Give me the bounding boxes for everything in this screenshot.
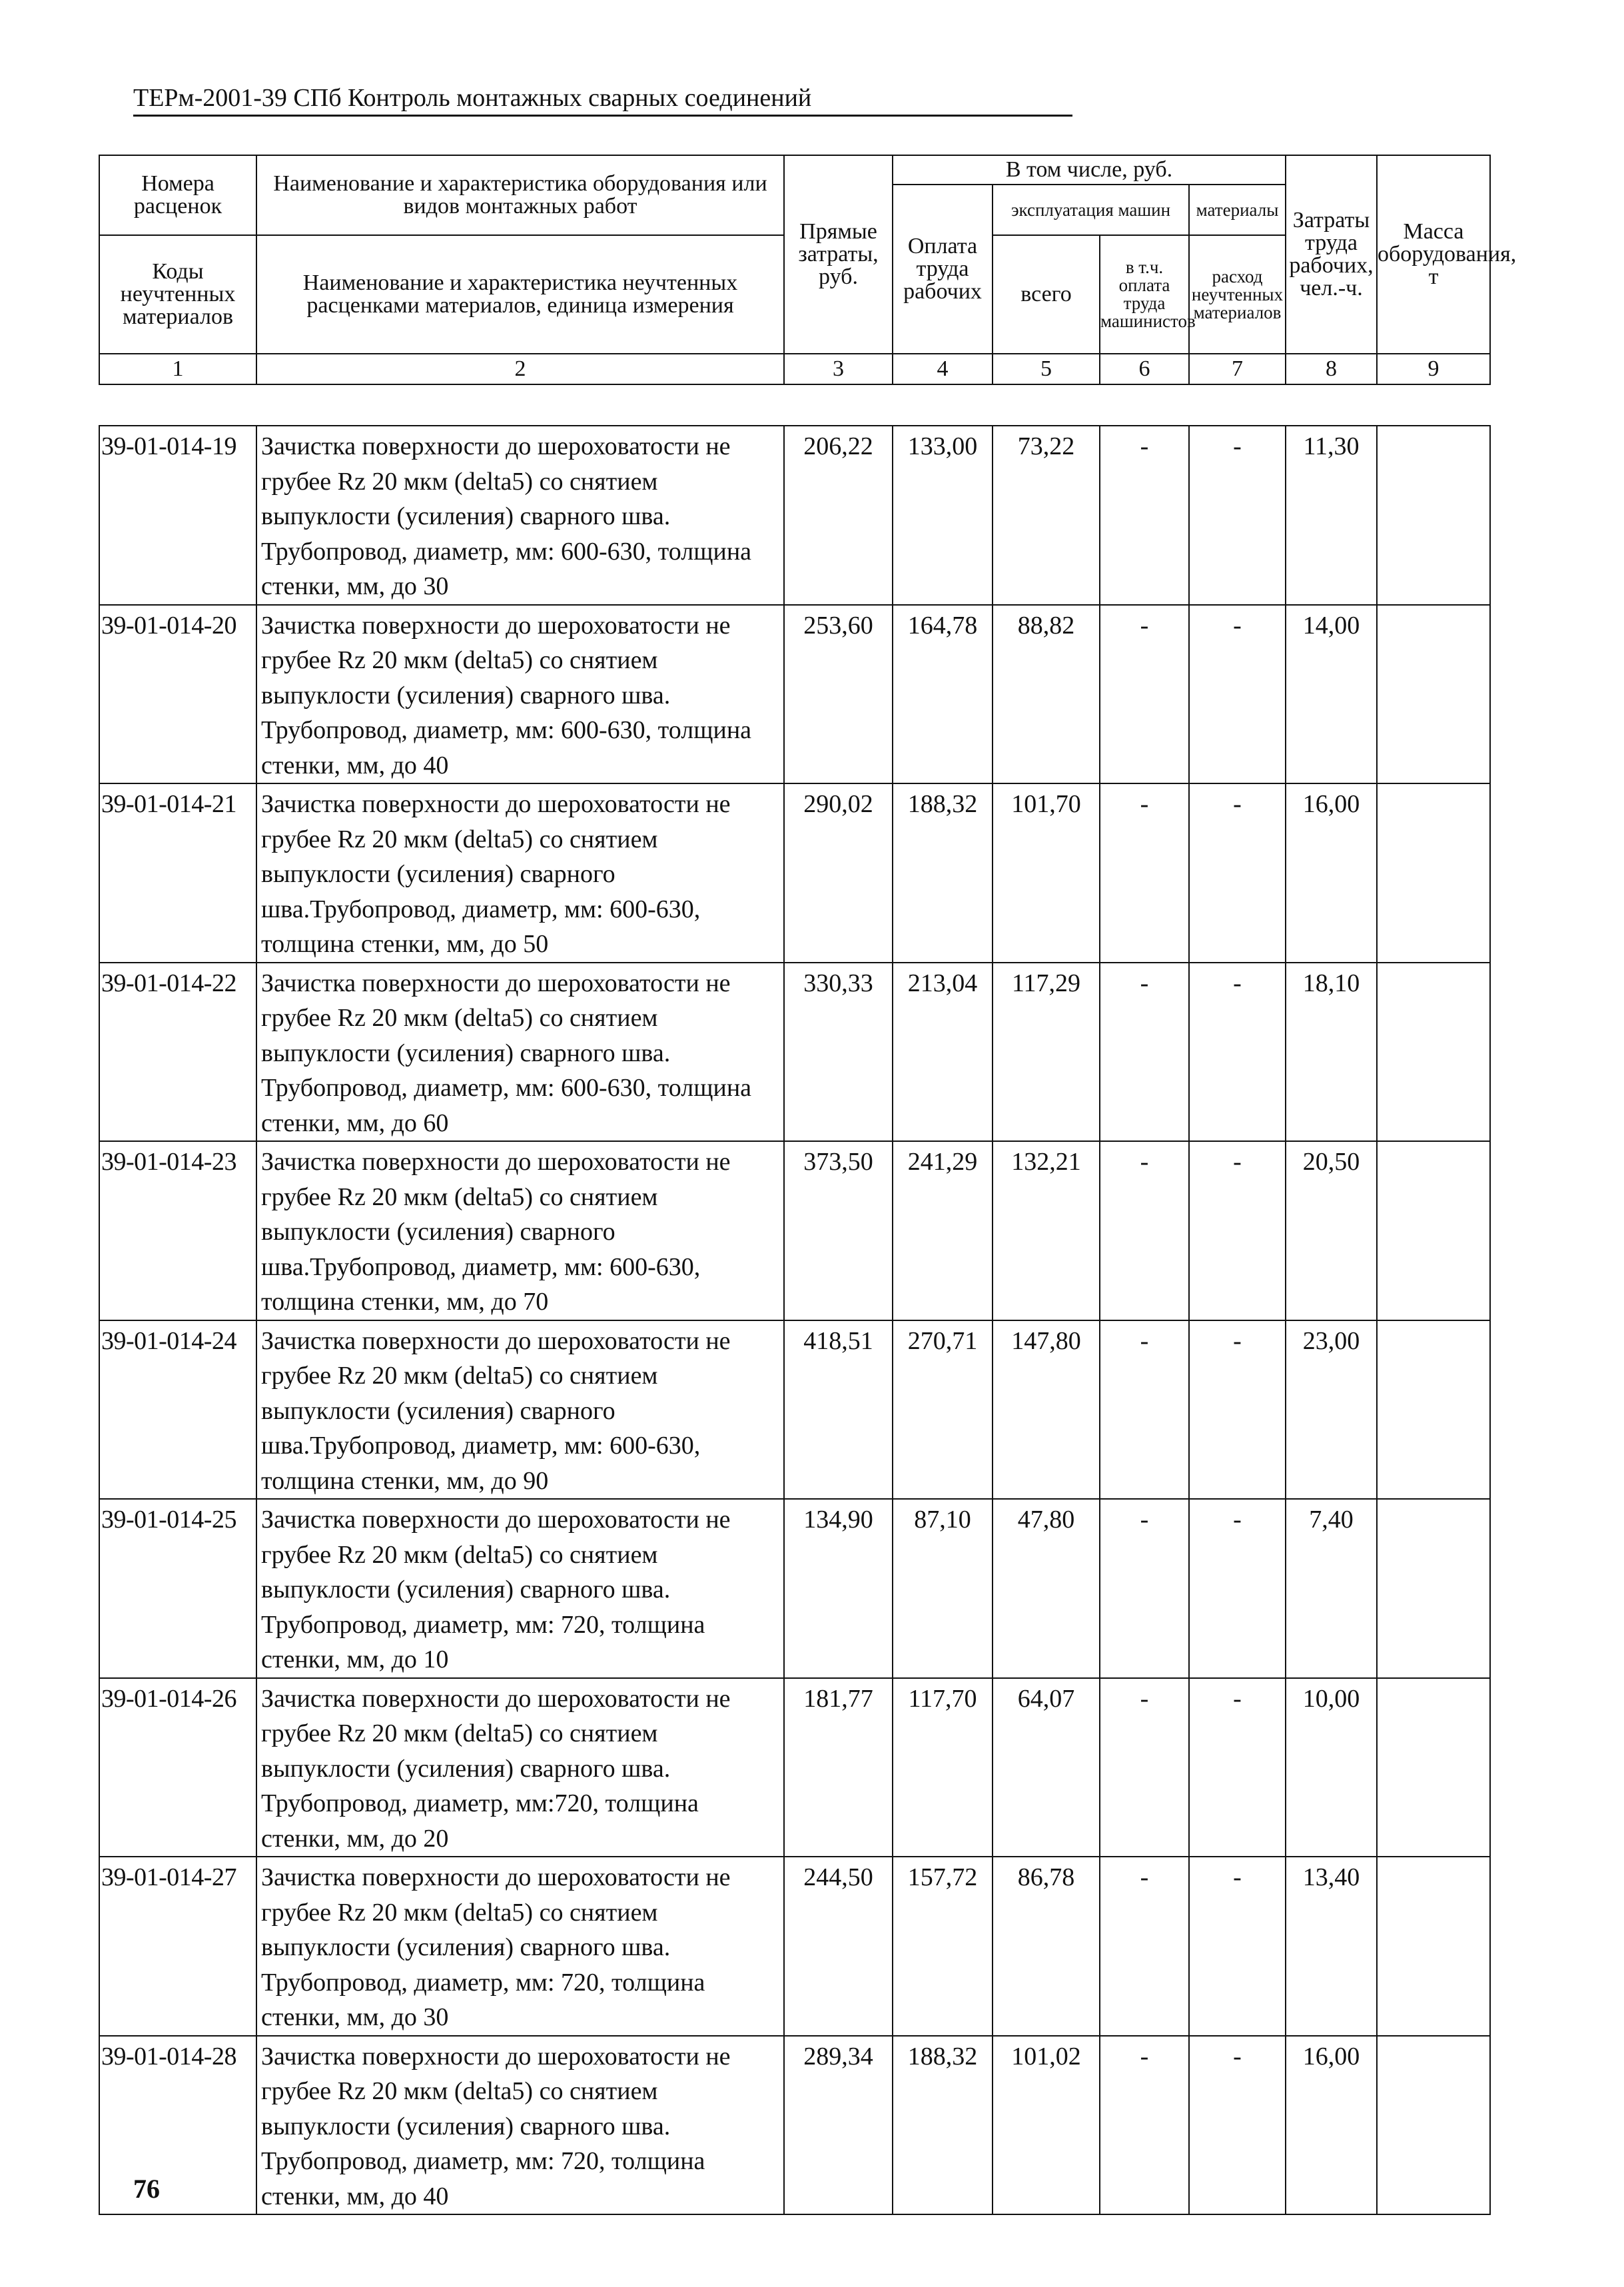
labor-hours: 16,00	[1286, 783, 1377, 963]
rate-code: 39-01-014-28	[99, 2036, 256, 2215]
header-machinist-pay: в т.ч. оплата труда машинистов	[1100, 235, 1189, 354]
col-number: 9	[1377, 354, 1490, 384]
labor-pay: 87,10	[893, 1499, 993, 1678]
page-number: 76	[133, 2174, 160, 2204]
material-usage: -	[1189, 1857, 1286, 2036]
material-usage: -	[1189, 1678, 1286, 1857]
material-usage: -	[1189, 1499, 1286, 1678]
labor-hours: 13,40	[1286, 1857, 1377, 2036]
col-number: 3	[784, 354, 893, 384]
labor-hours: 14,00	[1286, 605, 1377, 784]
direct-costs: 181,77	[784, 1678, 893, 1857]
equipment-mass	[1377, 783, 1490, 963]
rate-code: 39-01-014-21	[99, 783, 256, 963]
table-row	[99, 1857, 1490, 2036]
labor-pay: 188,32	[893, 783, 993, 963]
machinist-pay: -	[1100, 605, 1189, 784]
machinist-pay: -	[1100, 1141, 1189, 1320]
direct-costs: 244,50	[784, 1857, 893, 2036]
labor-hours: 20,50	[1286, 1141, 1377, 1320]
header-table	[99, 155, 1517, 385]
header-direct-costs: Прямые затраты, руб.	[784, 155, 893, 354]
direct-costs: 373,50	[784, 1141, 893, 1320]
labor-hours: 16,00	[1286, 2036, 1377, 2215]
work-description: Зачистка поверхности до шероховатости не грубее Rz 20 мкм (delta5) со снятием выпуклости (усиления) сварного шва. Трубопровод, диаметр, мм: 600-630, толщина стенки, мм, до 60	[256, 963, 784, 1142]
machines-total: 132,21	[993, 1141, 1100, 1320]
machines-total: 86,78	[993, 1857, 1100, 2036]
labor-hours: 7,40	[1286, 1499, 1377, 1678]
equipment-mass	[1377, 605, 1490, 784]
labor-pay: 157,72	[893, 1857, 993, 2036]
material-usage: -	[1189, 1141, 1286, 1320]
material-usage: -	[1189, 605, 1286, 784]
header-labor-hours: Затраты труда рабочих, чел.-ч.	[1286, 155, 1377, 354]
machinist-pay: -	[1100, 1320, 1189, 1500]
direct-costs: 290,02	[784, 783, 893, 963]
rate-code: 39-01-014-20	[99, 605, 256, 784]
work-description: Зачистка поверхности до шероховатости не грубее Rz 20 мкм (delta5) со снятием выпуклости (усиления) сварного шва.Трубопровод, диаметр, мм: 600-630, толщина стенки, мм, до 70	[256, 1141, 784, 1320]
col-number: 6	[1100, 354, 1189, 384]
rates-table-body	[99, 426, 1490, 2214]
material-usage: -	[1189, 783, 1286, 963]
rate-code: 39-01-014-22	[99, 963, 256, 1142]
equipment-mass	[1377, 963, 1490, 1142]
rate-code: 39-01-014-25	[99, 1499, 256, 1678]
work-description: Зачистка поверхности до шероховатости не грубее Rz 20 мкм (delta5) со снятием выпуклости (усиления) сварного шва. Трубопровод, диаметр, мм: 720, толщина стенки, мм, до 10	[256, 1499, 784, 1678]
direct-costs: 289,34	[784, 2036, 893, 2215]
header-number-row	[99, 354, 1490, 384]
machines-total: 101,02	[993, 2036, 1100, 2215]
machinist-pay: -	[1100, 2036, 1189, 2215]
work-description: Зачистка поверхности до шероховатости не грубее Rz 20 мкм (delta5) со снятием выпуклости (усиления) сварного шва.Трубопровод, диаметр, мм: 600-630, толщина стенки, мм, до 50	[256, 783, 784, 963]
col-number: 1	[99, 354, 256, 384]
equipment-mass	[1377, 1141, 1490, 1320]
labor-pay: 164,78	[893, 605, 993, 784]
header-codes: Номера расценок	[99, 155, 256, 235]
table-row	[99, 783, 1490, 963]
rate-code: 39-01-014-19	[99, 426, 256, 605]
machines-total: 64,07	[993, 1678, 1100, 1857]
work-description: Зачистка поверхности до шероховатости не грубее Rz 20 мкм (delta5) со снятием выпуклости (усиления) сварного шва. Трубопровод, диаметр, мм: 720, толщина стенки, мм, до 40	[256, 2036, 784, 2215]
labor-pay: 188,32	[893, 2036, 993, 2215]
work-description: Зачистка поверхности до шероховатости не грубее Rz 20 мкм (delta5) со снятием выпуклости (усиления) сварного шва.Трубопровод, диаметр, мм: 600-630, толщина стенки, мм, до 90	[256, 1320, 784, 1500]
direct-costs: 206,22	[784, 426, 893, 605]
header-materials: материалы	[1189, 185, 1286, 235]
rate-code: 39-01-014-26	[99, 1678, 256, 1857]
col-number: 8	[1286, 354, 1377, 384]
work-description: Зачистка поверхности до шероховатости не грубее Rz 20 мкм (delta5) со снятием выпуклости (усиления) сварного шва. Трубопровод, диаметр, мм: 600-630, толщина стенки, мм, до 40	[256, 605, 784, 784]
machines-total: 73,22	[993, 426, 1100, 605]
labor-hours: 23,00	[1286, 1320, 1377, 1500]
material-usage: -	[1189, 1320, 1286, 1500]
rate-code: 39-01-014-23	[99, 1141, 256, 1320]
table-row	[99, 963, 1490, 1142]
header-machines: эксплуатация машин	[993, 185, 1189, 235]
labor-pay: 133,00	[893, 426, 993, 605]
equipment-mass	[1377, 426, 1490, 605]
table-row	[99, 1499, 1490, 1678]
document-title: ТЕРм-2001-39 СПб Контроль монтажных сварных соединений	[133, 83, 1072, 117]
equipment-mass	[1377, 1857, 1490, 2036]
header-including: В том числе, руб.	[893, 155, 1286, 185]
machines-total: 47,80	[993, 1499, 1100, 1678]
equipment-mass	[1377, 1678, 1490, 1857]
table-row	[99, 2036, 1490, 2215]
machines-total: 88,82	[993, 605, 1100, 784]
header-material-codes: Коды неучтенных материалов	[99, 235, 256, 354]
material-usage: -	[1189, 963, 1286, 1142]
header-mass: Масса оборудования, т	[1377, 155, 1490, 354]
labor-hours: 18,10	[1286, 963, 1377, 1142]
direct-costs: 418,51	[784, 1320, 893, 1500]
col-number: 5	[993, 354, 1100, 384]
machines-total: 117,29	[993, 963, 1100, 1142]
machinist-pay: -	[1100, 1678, 1189, 1857]
machinist-pay: -	[1100, 783, 1189, 963]
direct-costs: 134,90	[784, 1499, 893, 1678]
table-row	[99, 426, 1490, 605]
header-material-usage: расход неучтенных материалов	[1189, 235, 1286, 354]
machinist-pay: -	[1100, 426, 1189, 605]
direct-costs: 253,60	[784, 605, 893, 784]
machinist-pay: -	[1100, 963, 1189, 1142]
labor-hours: 10,00	[1286, 1678, 1377, 1857]
labor-pay: 213,04	[893, 963, 993, 1142]
labor-pay: 270,71	[893, 1320, 993, 1500]
labor-pay: 117,70	[893, 1678, 993, 1857]
header-machines-total: всего	[993, 235, 1100, 354]
equipment-mass	[1377, 1499, 1490, 1678]
table-row	[99, 1141, 1490, 1320]
table-row	[99, 1678, 1490, 1857]
col-number: 2	[256, 354, 784, 384]
work-description: Зачистка поверхности до шероховатости не грубее Rz 20 мкм (delta5) со снятием выпуклости (усиления) сварного шва. Трубопровод, диаметр, мм: 720, толщина стенки, мм, до 30	[256, 1857, 784, 2036]
labor-pay: 241,29	[893, 1141, 993, 1320]
col-number: 7	[1189, 354, 1286, 384]
header-name: Наименование и характеристика оборудования или видов монтажных работ	[256, 155, 784, 235]
machinist-pay: -	[1100, 1499, 1189, 1678]
table-row	[99, 1320, 1490, 1500]
table-row	[99, 605, 1490, 784]
direct-costs: 330,33	[784, 963, 893, 1142]
work-description: Зачистка поверхности до шероховатости не грубее Rz 20 мкм (delta5) со снятием выпуклости (усиления) сварного шва. Трубопровод, диаметр, мм:720, толщина стенки, мм, до 20	[256, 1678, 784, 1857]
machines-total: 101,70	[993, 783, 1100, 963]
header-labor-pay: Оплата труда рабочих	[893, 185, 993, 354]
work-description: Зачистка поверхности до шероховатости не грубее Rz 20 мкм (delta5) со снятием выпуклости (усиления) сварного шва. Трубопровод, диаметр, мм: 600-630, толщина стенки, мм, до 30	[256, 426, 784, 605]
machines-total: 147,80	[993, 1320, 1100, 1500]
rate-code: 39-01-014-24	[99, 1320, 256, 1500]
material-usage: -	[1189, 2036, 1286, 2215]
material-usage: -	[1189, 426, 1286, 605]
rates-table	[99, 425, 1491, 2215]
header-material-name: Наименование и характеристика неучтенных расценками материалов, единица измерения	[256, 235, 784, 354]
rate-code: 39-01-014-27	[99, 1857, 256, 2036]
equipment-mass	[1377, 2036, 1490, 2215]
equipment-mass	[1377, 1320, 1490, 1500]
col-number: 4	[893, 354, 993, 384]
machinist-pay: -	[1100, 1857, 1189, 2036]
labor-hours: 11,30	[1286, 426, 1377, 605]
